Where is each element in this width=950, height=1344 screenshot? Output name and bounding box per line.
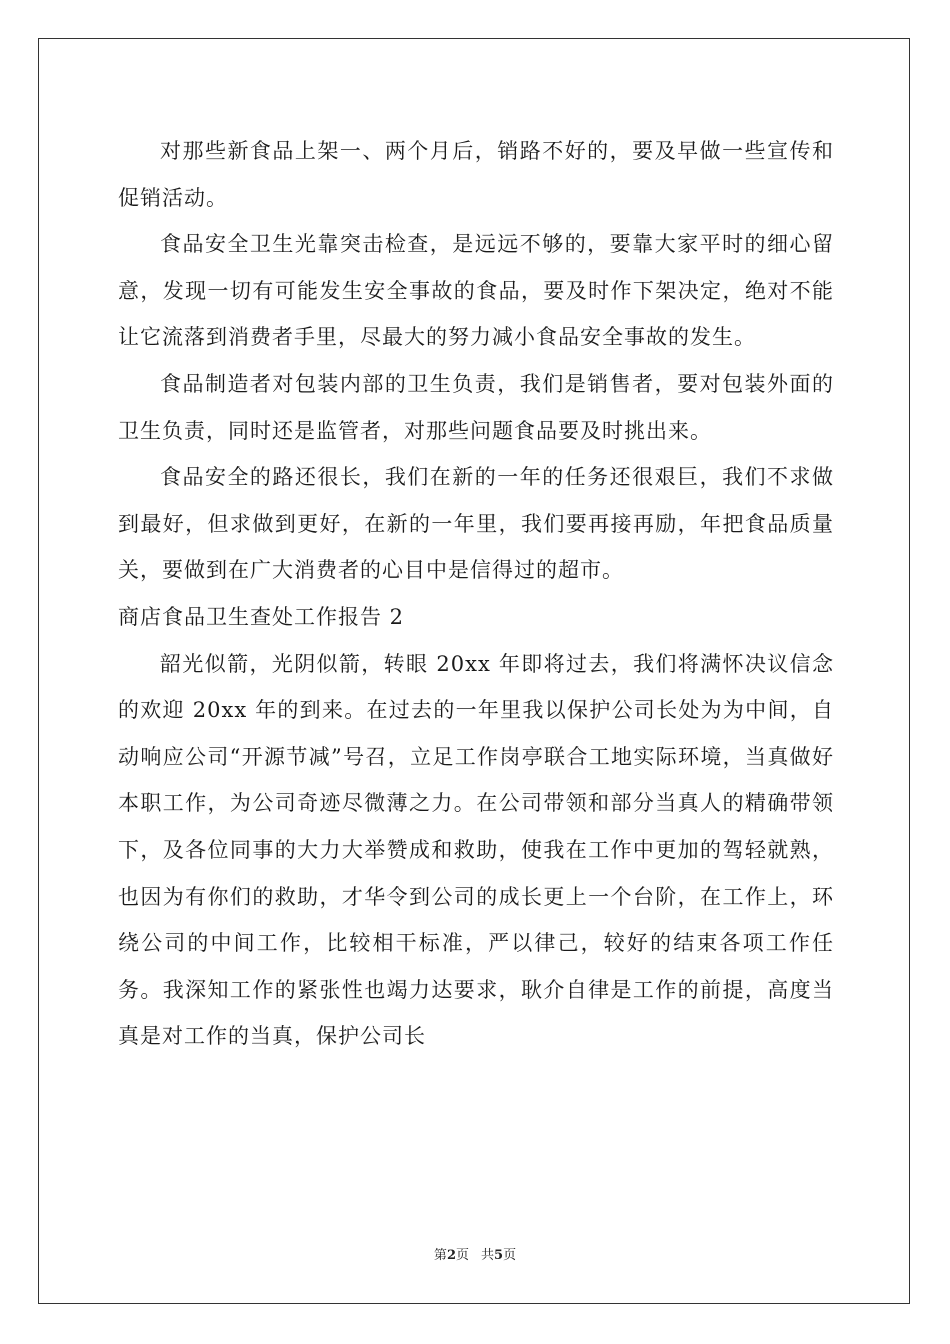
- current-page-number: 2: [446, 1248, 456, 1263]
- total-prefix: 共: [481, 1248, 495, 1263]
- total-suffix: 页: [503, 1248, 517, 1263]
- document-body: [118, 128, 834, 1060]
- paragraph-1: 对那些新食品上架一、两个月后，销路不好的，要及早做一些宣传和促销活动。: [118, 139, 834, 210]
- page-prefix: 第: [433, 1248, 447, 1263]
- paragraph-3: 食品制造者对包装内部的卫生负责，我们是销售者，要对包装外面的卫生负责，同时还是监管者，对那些问题食品要及时挑出来。: [118, 371, 834, 443]
- paragraph-2: 食品安全卫生光靠突击检查，是远远不够的，要靠大家平时的细心留意，发现一切有可能发生安全事故的食品，要及时作下架决定，绝对不能让它流落到消费者手里，尽最大的努力减小食品安全事故的发生。: [118, 232, 834, 350]
- page-suffix: 页: [455, 1248, 469, 1263]
- page-footer: [0, 1248, 950, 1264]
- paragraph-4: 食品安全的路还很长，我们在新的一年的任务还很艰巨，我们不求做到最好，但求做到更好，在新的一年里，我们要再接再励，年把食品质量关，要做到在广大消费者的心目中是信得过的超市。: [118, 465, 834, 583]
- section-heading: 商店食品卫生查处工作报告 2: [118, 604, 405, 629]
- paragraph-5: 韶光似箭，光阴似箭，转眼 20xx 年即将过去，我们将满怀决议信念的欢迎 20xx 年的到来。在过去的一年里我以保护公司长处为为中间，自动响应公司“开源节减”号召，立足工作岗亭联合工地实际环境，当真做好本职工作，为公司奇迹尽微薄之力。在公司带领和部分当真人的精确带领下，及各位同事的大力大举赞成和救助，使我在工作中更加的驾轻就熟，也因为有你们的救助，才华令到公司的成长更上一个台阶，在工作上，环绕公司的中间工作，比较相干标准，严以律己，较好的结束各项工作任务。我深知工作的紧张性也竭力达要求，耿介自律是工作的前提，高度当真是对工作的当真，保护公司长: [118, 651, 834, 1049]
- total-page-number: 5: [494, 1248, 504, 1263]
